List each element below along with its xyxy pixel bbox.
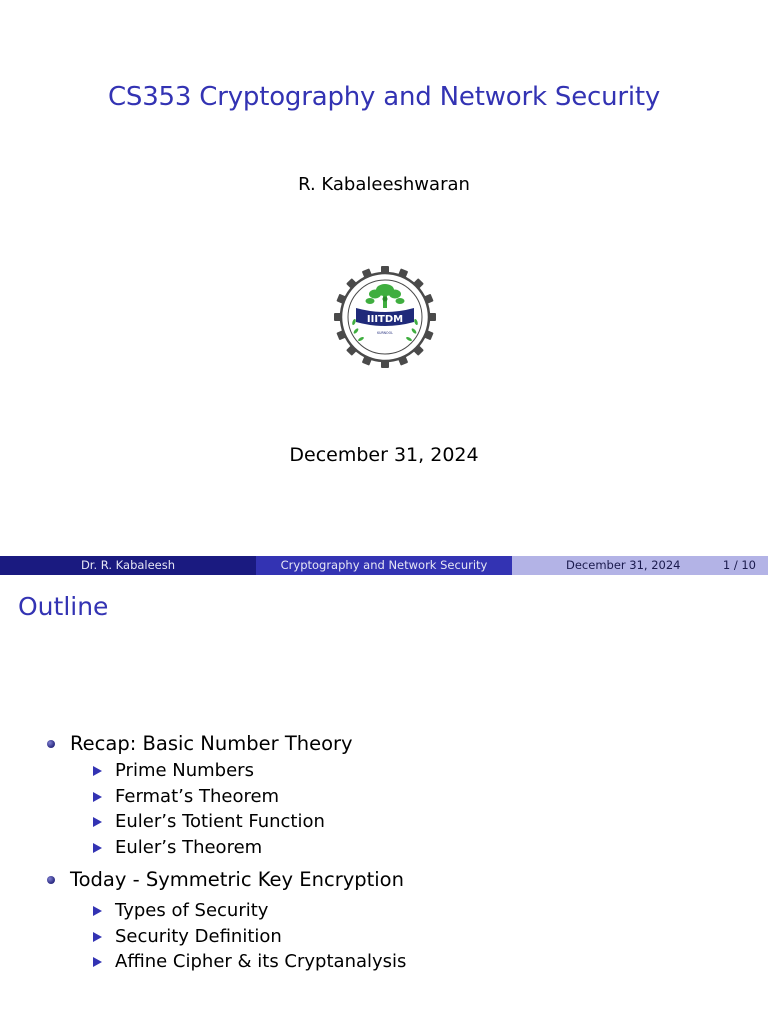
outline-list bbox=[46, 730, 746, 981]
triangle-bullet-icon bbox=[93, 957, 102, 967]
footer-course: Cryptography and Network Security bbox=[256, 556, 512, 575]
outline-section bbox=[46, 730, 746, 758]
logo-text: IIITDM bbox=[366, 314, 404, 325]
outline-subitem-label: Euler’s Totient Function bbox=[115, 811, 325, 832]
logo-subtext: KURNOOL bbox=[377, 331, 393, 335]
triangle-bullet-icon bbox=[93, 792, 102, 802]
outline-section-label: Today - Symmetric Key Encryption bbox=[70, 868, 404, 891]
outline-title: Outline bbox=[18, 592, 109, 621]
outline-subitems bbox=[46, 898, 746, 975]
footer-page-number: 1 / 10 bbox=[722, 558, 756, 572]
triangle-bullet-icon bbox=[93, 906, 102, 916]
triangle-bullet-icon bbox=[93, 843, 102, 853]
bullet-icon bbox=[47, 876, 55, 884]
outline-subitem-label: Types of Security bbox=[115, 900, 269, 921]
triangle-bullet-icon bbox=[93, 932, 102, 942]
bullet-icon bbox=[47, 740, 55, 748]
outline-subitem-label: Fermat’s Theorem bbox=[115, 785, 280, 807]
footer-bar bbox=[0, 556, 768, 575]
triangle-bullet-icon bbox=[93, 817, 102, 827]
outline-subitem bbox=[46, 758, 746, 784]
outline-subitem-label: Affine Cipher & its Cryptanalysis bbox=[115, 951, 407, 972]
outline-subitem bbox=[46, 809, 746, 835]
outline-subitem bbox=[46, 949, 746, 975]
triangle-bullet-icon bbox=[93, 766, 102, 776]
presentation-title: CS353 Cryptography and Network Security bbox=[107, 82, 661, 112]
outline-section bbox=[46, 866, 746, 894]
outline-subitem-label: Security Definition bbox=[115, 925, 282, 947]
author-name: R. Kabaleeshwaran bbox=[298, 174, 470, 195]
presentation-date: December 31, 2024 bbox=[289, 444, 479, 466]
outline-subitems bbox=[46, 758, 746, 860]
outline-subitem bbox=[46, 784, 746, 810]
footer-right bbox=[512, 556, 768, 575]
outline-section-label: Recap: Basic Number Theory bbox=[70, 732, 353, 755]
outline-subitem-label: Prime Numbers bbox=[115, 760, 254, 781]
outline-subitem bbox=[46, 898, 746, 924]
outline-subitem bbox=[46, 835, 746, 861]
footer-date: December 31, 2024 bbox=[566, 558, 681, 572]
outline-subitem bbox=[46, 924, 746, 950]
outline-subitem-label: Euler’s Theorem bbox=[115, 836, 263, 858]
iiitdm-logo-icon bbox=[332, 264, 438, 370]
footer-author: Dr. R. Kabaleesh bbox=[0, 556, 256, 575]
